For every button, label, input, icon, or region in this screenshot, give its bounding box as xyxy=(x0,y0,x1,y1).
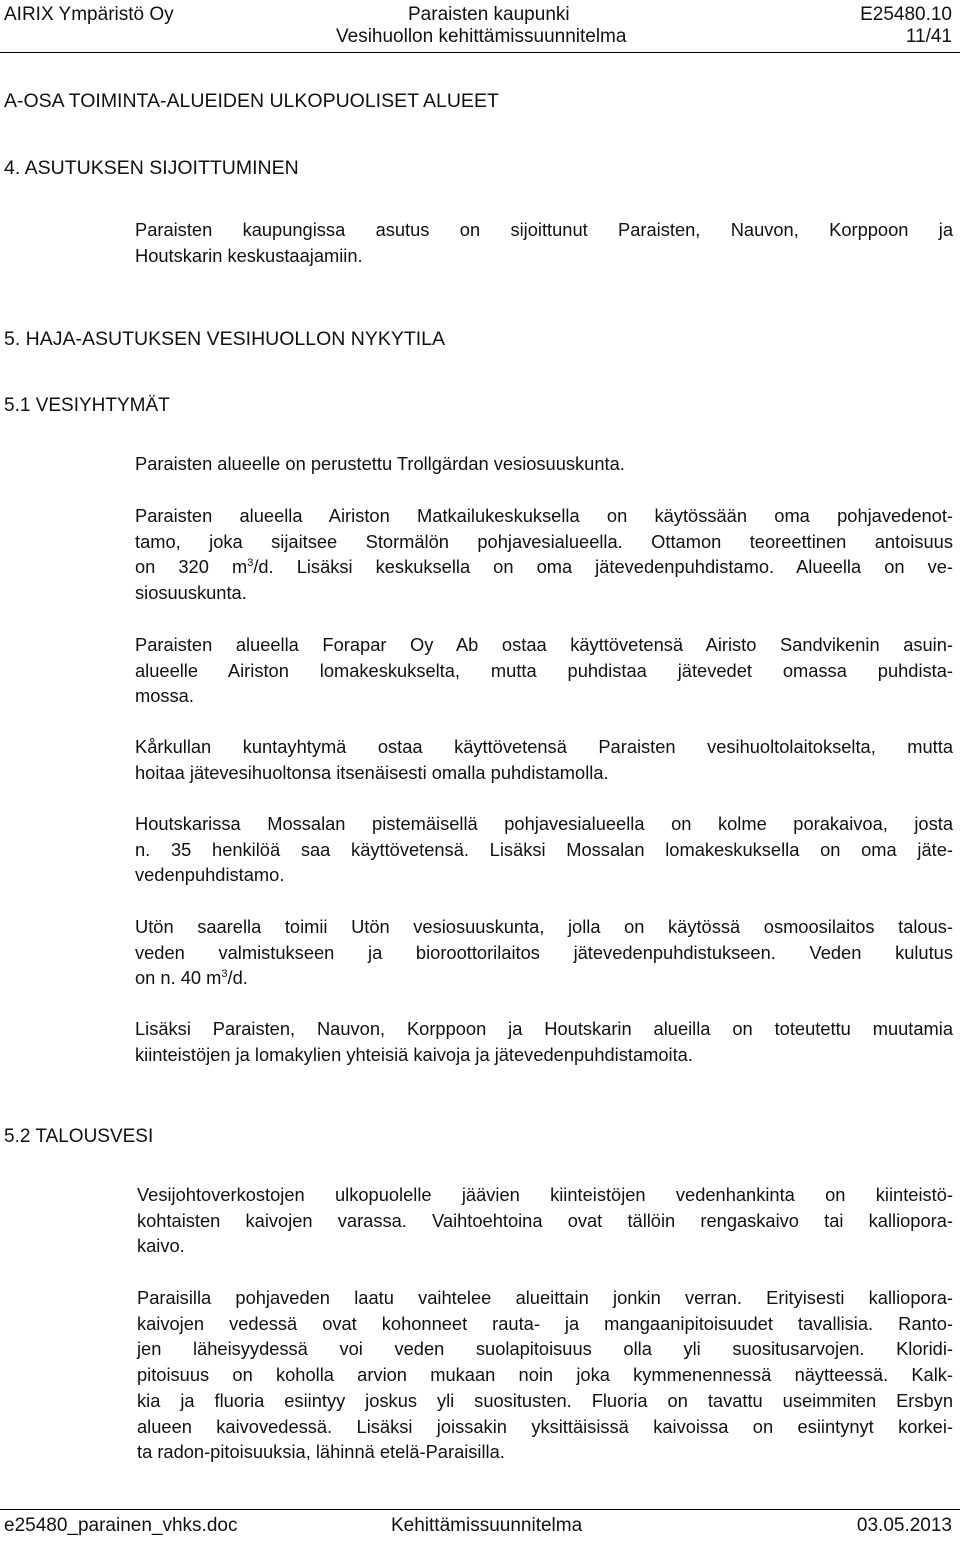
footer-document-type: Kehittämissuunnitelma xyxy=(391,1515,583,1536)
text-line: pitoisuus on koholla arvion mukaan noin joka kymmenennessä näytteessä. Kalk- xyxy=(137,1364,953,1386)
text-line: Paraisten alueella Airiston Matkailukeskuksella on käytössään oma pohjavedenot- xyxy=(135,505,953,526)
header-document-title: Vesihuollon kehittämissuunnitelma xyxy=(336,26,627,47)
text-line: Paraisten kaupungissa asutus on sijoittunut Paraisten, Nauvon, Korppoon ja xyxy=(135,219,953,240)
superscript-3: 3 xyxy=(247,557,254,570)
text-line: jen läheisyydessä voi veden suolapitoisuus olla yli suositusarvojen. Kloridi- xyxy=(137,1338,953,1360)
superscript-3: 3 xyxy=(221,968,228,981)
section-5-1-heading: 5.1 VESIYHTYMÄT xyxy=(4,395,170,416)
text-line: Paraisten alueella Forapar Oy Ab ostaa käyttövetensä Airisto Sandvikenin asuin- xyxy=(135,634,953,655)
section-5-1-paragraph-1 xyxy=(135,451,953,477)
text-line: mossa. xyxy=(135,685,194,707)
text-line: hoitaa jätevesihuoltonsa itsenäisesti omalla puhdistamolla. xyxy=(135,761,609,783)
text-fragment: on 320 m xyxy=(135,556,248,578)
text-line: kia ja fluoria esiintyy joskus yli suositusten. Fluoria on tavattu useimmiten Ersbyn xyxy=(137,1389,953,1411)
footer-rule xyxy=(0,1509,960,1510)
text-fragment: /d. Lisäksi keskuksella on oma jätevedenpuhdistamo. Alueella on ve- xyxy=(253,556,953,578)
text-line: Paraisilla pohjaveden laatu vaihtelee alueittain jonkin verran. Erityisesti kalliopora- xyxy=(137,1287,953,1308)
section-5-2-heading: 5.2 TALOUSVESI xyxy=(4,1126,154,1147)
text-line: alueen kaivovedessä. Lisäksi joissakin yksittäisissä kaivoissa on esiintynyt korkei- xyxy=(137,1415,953,1437)
text-line: kaivojen vedessä ovat kohonneet rauta- ja mangaanipitoisuudet tavallisia. Ranto- xyxy=(137,1312,953,1334)
text-line-with-superscript xyxy=(135,554,953,580)
section-4-paragraph-1 xyxy=(135,217,953,268)
text-line: Paraisten alueelle on perustettu Trollgärdan vesiosuuskunta. xyxy=(135,453,625,474)
text-line: Utön saarella toimii Utön vesiosuuskunta, jolla on käytössä osmoosilaitos talous- xyxy=(135,916,953,937)
text-line: Vesijohtoverkostojen ulkopuolelle jäävien kiinteistöjen vedenhankinta on kiinteistö- xyxy=(137,1184,953,1205)
text-line-with-superscript xyxy=(135,965,953,991)
section-5-2-paragraph-1 xyxy=(137,1182,953,1259)
text-line: vedenpuhdistamo. xyxy=(135,864,285,886)
header-client: Paraisten kaupunki xyxy=(408,4,570,25)
section-5-1-paragraph-6 xyxy=(135,914,953,991)
section-5-heading: 5. HAJA-ASUTUKSEN VESIHUOLLON NYKYTILA xyxy=(4,328,446,350)
text-line: n. 35 henkilöä saa käyttövetensä. Lisäksi Mossalan lomakeskuksella on oma jäte- xyxy=(135,838,953,860)
text-fragment: /d. xyxy=(227,967,248,989)
footer-date: 03.05.2013 xyxy=(856,1515,952,1536)
text-line: kiinteistöjen ja lomakylien yhteisiä kaivoja ja jätevedenpuhdistamoita. xyxy=(135,1043,693,1065)
section-5-1-paragraph-5 xyxy=(135,811,953,888)
text-line: tamo, joka sijaitsee Stormälön pohjavesialueella. Ottamon teoreettinen antoisuus xyxy=(135,530,953,552)
section-5-1-paragraph-4 xyxy=(135,734,953,785)
section-5-1-paragraph-3 xyxy=(135,632,953,709)
header-project-number: E25480.10 xyxy=(860,4,952,25)
text-line: Lisäksi Paraisten, Nauvon, Korppoon ja Houtskarin alueilla on toteutettu muutamia xyxy=(135,1018,953,1039)
section-5-1-paragraph-7 xyxy=(135,1016,953,1067)
text-line: kohtaisten kaivojen varassa. Vaihtoehtoina ovat tällöin rengaskaivo tai kalliopora- xyxy=(137,1209,953,1231)
text-line: veden valmistukseen ja bioroottorilaitos jätevedenpuhdistukseen. Veden kulutus xyxy=(135,941,953,963)
text-line: siosuuskunta. xyxy=(135,582,247,604)
text-line: alueelle Airiston lomakeskukselta, mutta puhdistaa jätevedet omassa puhdista- xyxy=(135,659,953,681)
header-rule xyxy=(0,52,960,53)
header-page-number: 11/41 xyxy=(905,26,952,47)
part-title: A-OSA TOIMINTA-ALUEIDEN ULKOPUOLISET ALUEET xyxy=(4,90,499,112)
section-4-heading: 4. ASUTUKSEN SIJOITTUMINEN xyxy=(4,157,299,179)
header-company: AIRIX Ympäristö Oy xyxy=(4,4,174,25)
section-5-1-paragraph-2 xyxy=(135,503,953,606)
footer-filename: e25480_parainen_vhks.doc xyxy=(4,1515,238,1536)
text-line: Kårkullan kuntayhtymä ostaa käyttövetensä Paraisten vesihuoltolaitokselta, mutta xyxy=(135,736,953,757)
text-line: ta radon-pitoisuuksia, lähinnä etelä-Paraisilla. xyxy=(137,1441,505,1463)
text-line: Houtskarin keskustaajamiin. xyxy=(135,244,363,266)
section-5-2-paragraph-2 xyxy=(137,1285,953,1465)
text-fragment: on n. 40 m xyxy=(135,967,222,989)
text-line: kaivo. xyxy=(137,1235,185,1257)
text-line: Houtskarissa Mossalan pistemäisellä pohjavesialueella on kolme porakaivoa, josta xyxy=(135,813,953,834)
